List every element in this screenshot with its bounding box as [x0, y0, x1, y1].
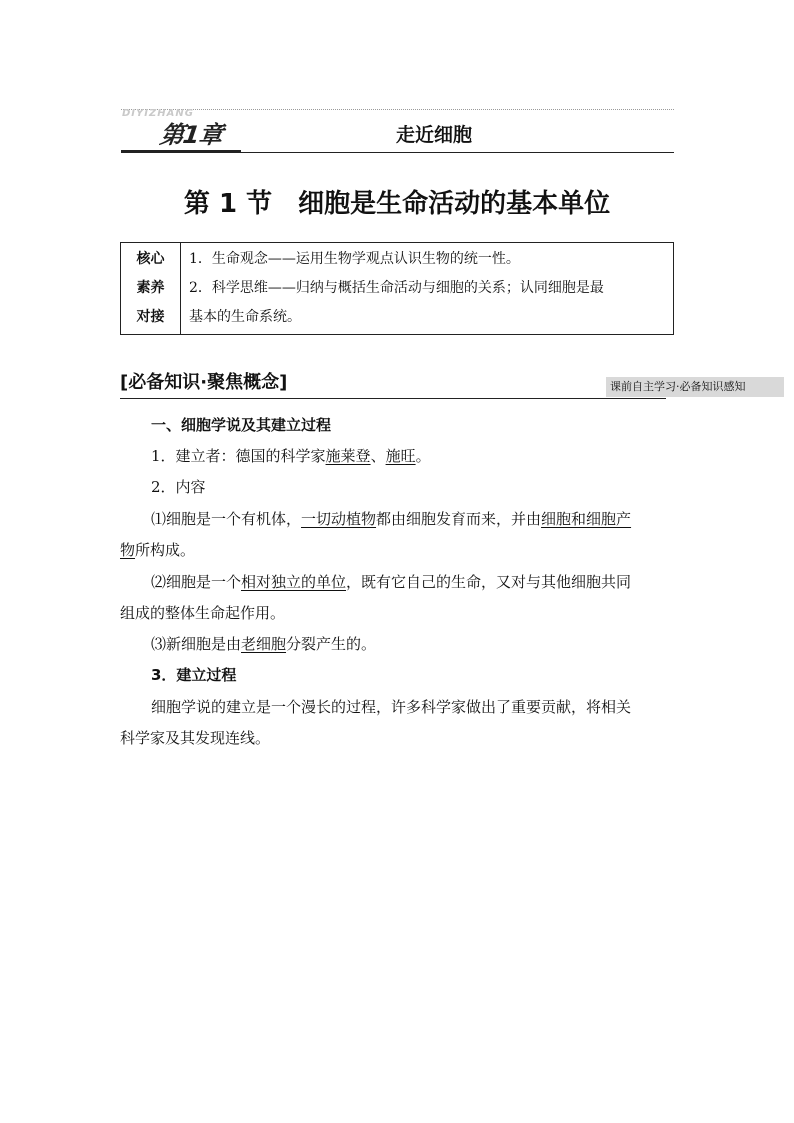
header-rule: [121, 152, 674, 153]
knowledge-band-title: [必备知识·聚焦概念]: [120, 372, 288, 393]
core-line-3: 基本的生命系统。: [189, 309, 301, 325]
core-literacy-box: [120, 242, 674, 335]
founders-prefix: 1．建立者：德国的科学家: [151, 447, 326, 465]
knowledge-band-tag: 课前自主学习·必备知识感知: [606, 377, 784, 397]
para-1-underline-1: 一切动植物: [301, 510, 377, 528]
section-title: [0, 184, 794, 224]
section-name: 细胞是生命活动的基本单位: [298, 189, 611, 219]
core-label-1: 核心: [136, 251, 165, 267]
para-1-text-c: 所构成。: [135, 541, 196, 559]
para-2-text-a: ⑵细胞是一个: [151, 573, 242, 591]
para-1-underline-2: 细胞和细胞产: [541, 510, 632, 528]
core-label-2: 素养: [136, 280, 165, 296]
chapter-title: 走近细胞: [396, 124, 473, 146]
chapter-number: 第1章: [158, 121, 224, 149]
item-founders: [151, 446, 431, 466]
core-literacy-content: [181, 243, 673, 334]
founders-end: 。: [415, 447, 431, 465]
para-2-text-b: ，既有它自己的生命，又对与其他细胞共同: [346, 573, 632, 591]
core-line-1: 1．生命观念——运用生物学观点认识生物的统一性。: [189, 251, 520, 267]
para-4-line-1: 细胞学说的建立是一个漫长的过程，许多科学家做出了重要贡献，将相关: [151, 698, 632, 716]
para-1-line-1: [151, 509, 631, 529]
section-number: 第 1 节: [183, 189, 273, 219]
item-content-heading: 2．内容: [151, 478, 206, 496]
item-process-heading: 3．建立过程: [151, 666, 237, 684]
heading-cell-theory: 一、细胞学说及其建立过程: [151, 416, 332, 434]
para-3-text-a: ⑶新细胞是由: [151, 635, 242, 653]
para-1-underline-3: 物: [120, 541, 136, 559]
para-3-underline: 老细胞: [241, 635, 287, 653]
founder-schleiden: 施莱登: [325, 447, 371, 465]
chapter-pinyin: DIYIZHANG: [122, 108, 194, 119]
core-label-3: 对接: [136, 309, 165, 325]
para-4-line-2: 科学家及其发现连线。: [120, 729, 271, 747]
para-2-underline: 相对独立的单位: [241, 573, 347, 591]
founders-sep: 、: [370, 447, 386, 465]
para-1-line-2: [120, 540, 195, 560]
para-1-text-b: 都由细胞发育而来，并由: [376, 510, 542, 528]
header-dotted-rule: [121, 109, 674, 110]
core-literacy-label: [121, 243, 181, 334]
founder-schwann: 施旺: [385, 447, 416, 465]
para-1-text-a: ⑴细胞是一个有机体，: [151, 510, 302, 528]
knowledge-band-rule: [120, 398, 666, 399]
para-3: [151, 634, 376, 654]
para-2-line-2: 组成的整体生命起作用。: [120, 604, 286, 622]
para-3-text-b: 分裂产生的。: [286, 635, 377, 653]
core-line-2: 2．科学思维——归纳与概括生命活动与细胞的关系；认同细胞是最: [189, 280, 604, 296]
para-2-line-1: [151, 572, 631, 592]
